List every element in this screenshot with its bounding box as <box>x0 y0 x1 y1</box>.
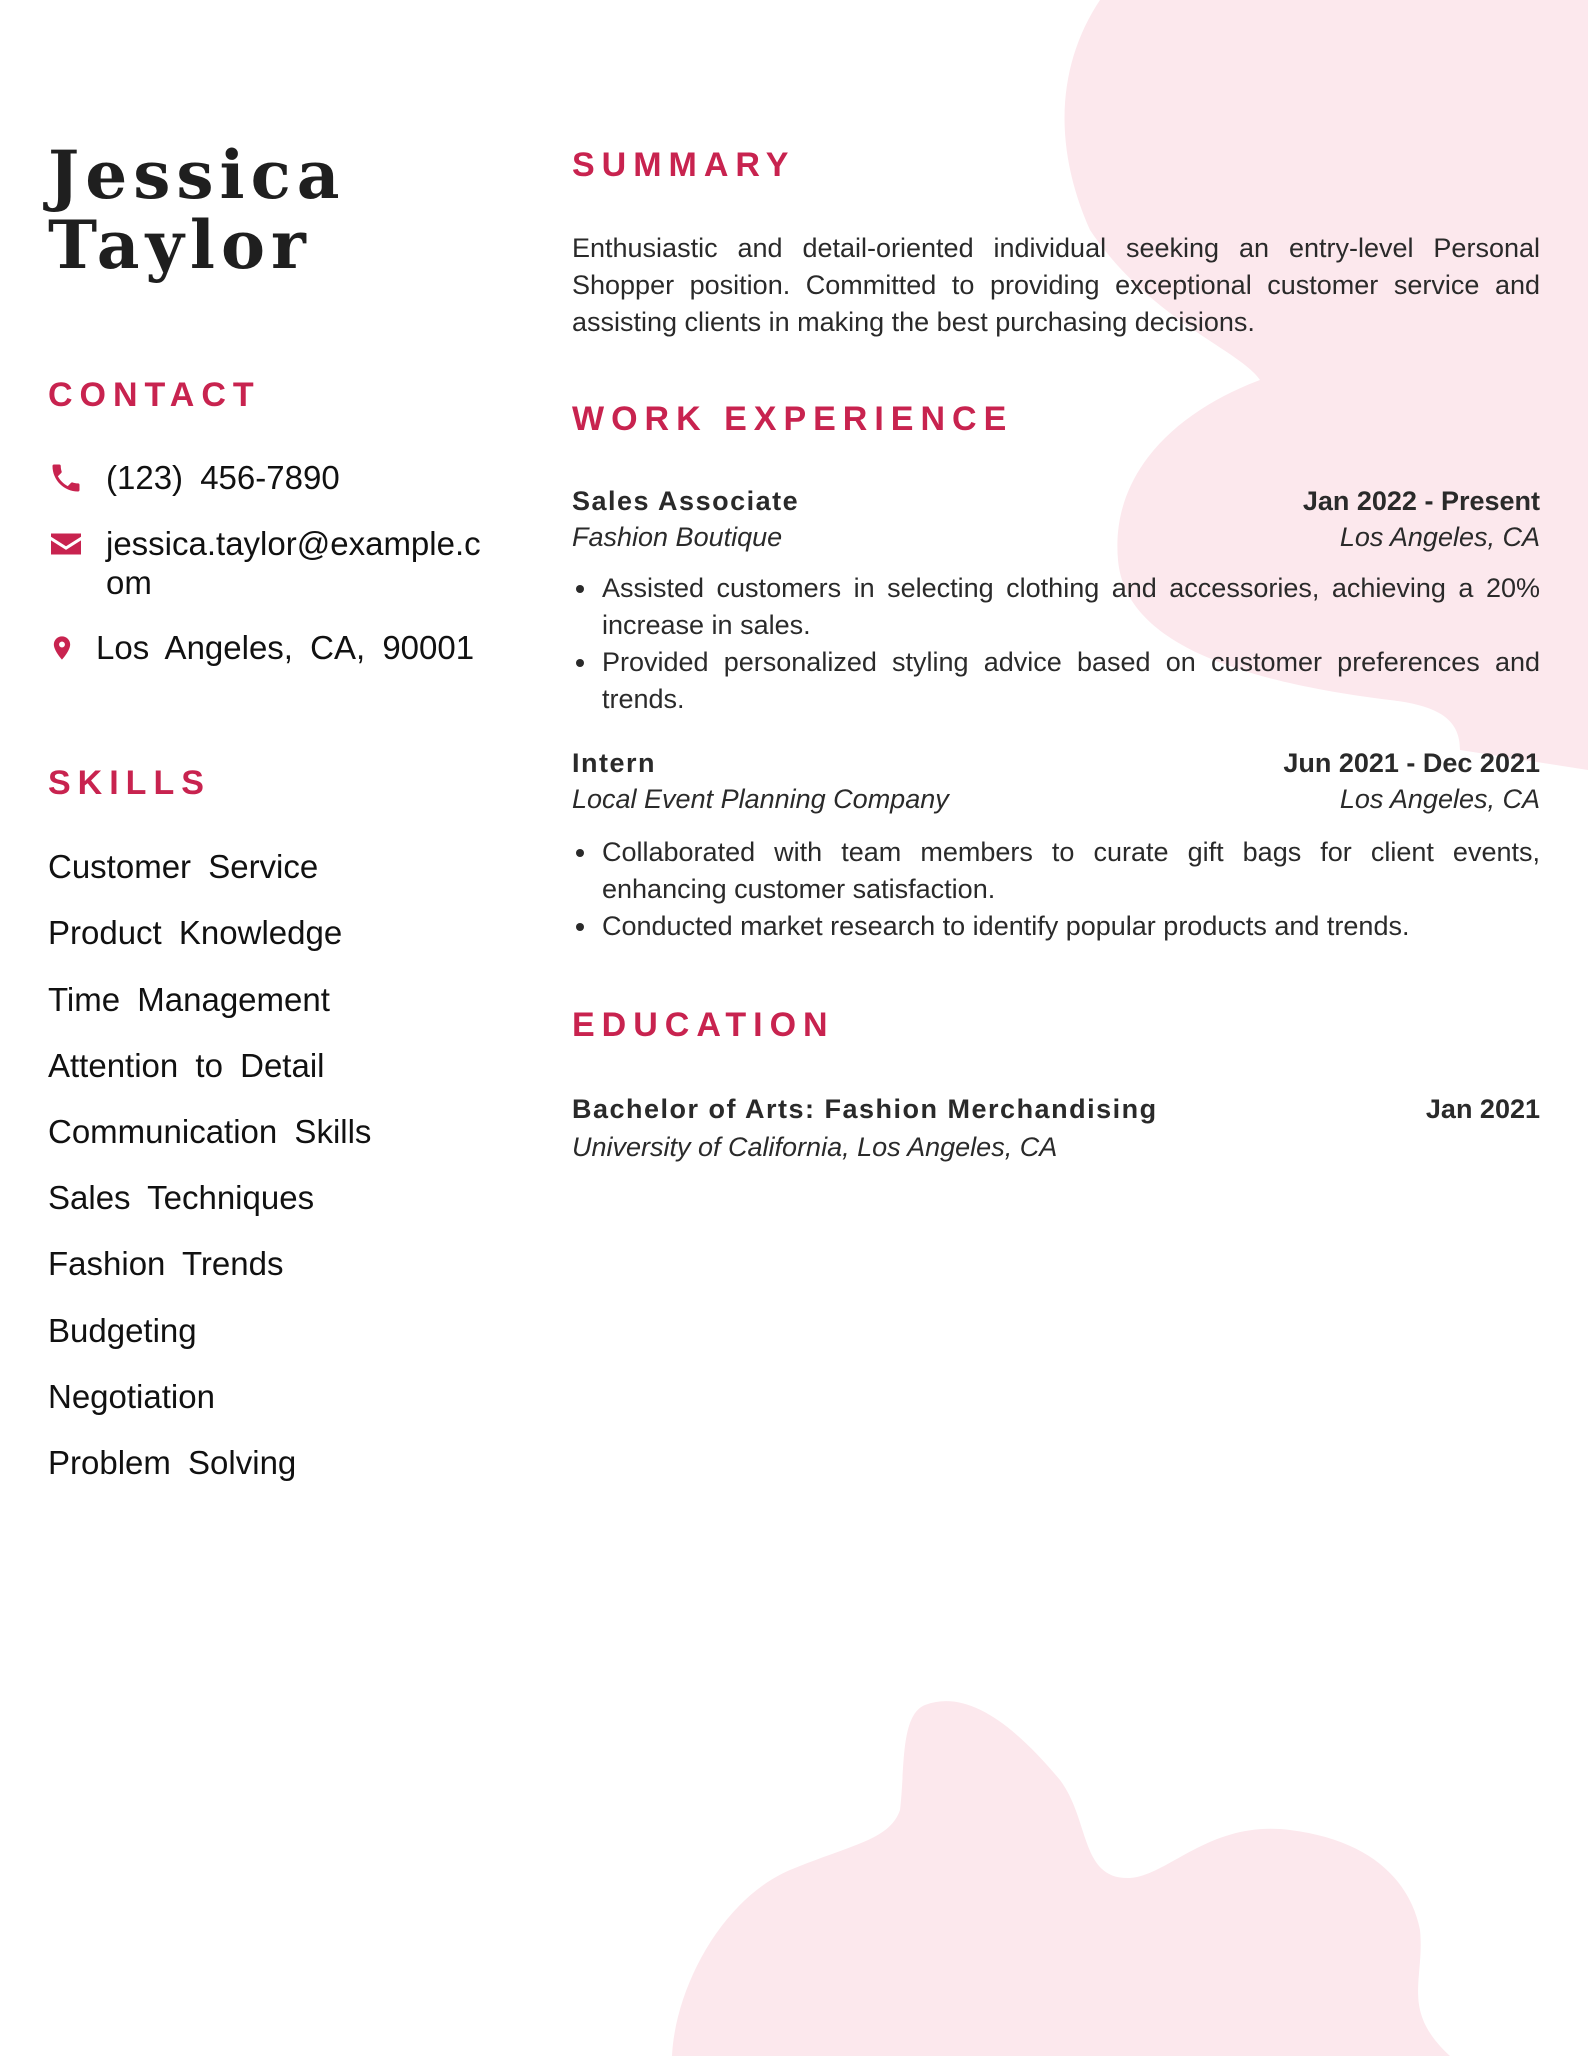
job-title: Sales Associate <box>572 486 800 516</box>
last-name: Taylor <box>48 206 312 284</box>
contact-phone[interactable] <box>48 458 498 497</box>
skill-item: Problem Solving <box>48 1444 297 1481</box>
job-company: Local Event Planning Company <box>572 784 949 814</box>
summary-text: Enthusiastic and detail-oriented individual seeking an entry-level Personal Shopper position. Committed to providing exceptional customer service and assisting clients in making the best purchasing decisions. <box>572 233 1540 337</box>
phone-number: (123) 456-7890 <box>106 459 340 496</box>
contact-email[interactable] <box>48 524 498 602</box>
contact-location <box>48 628 498 667</box>
skill-item: Fashion Trends <box>48 1245 284 1282</box>
contact-heading: CONTACT <box>48 376 261 414</box>
skill-item: Communication Skills <box>48 1113 372 1150</box>
job-bullet: Collaborated with team members to curate gift bags for client events, enhancing customer satisfaction. <box>572 834 1540 908</box>
job-location: Los Angeles, CA <box>1339 522 1540 552</box>
skill-item: Time Management <box>48 981 330 1018</box>
email-address: jessica.taylor@example.com <box>106 525 481 601</box>
education-heading: EDUCATION <box>572 1006 835 1044</box>
degree: Bachelor of Arts: Fashion Merchandising <box>572 1094 1158 1124</box>
phone-icon <box>48 460 84 496</box>
job-bullet: Provided personalized styling advice based on customer preferences and trends. <box>572 644 1540 718</box>
job-company-row <box>572 784 1540 820</box>
graduation-date: Jan 2021 <box>1425 1094 1540 1124</box>
job-title: Intern <box>572 748 657 778</box>
job-company-row <box>572 522 1540 558</box>
envelope-icon <box>48 526 84 562</box>
job-bullets <box>572 834 1540 945</box>
education-school-row <box>572 1132 1540 1168</box>
job-dates: Jan 2022 - Present <box>1302 486 1540 516</box>
skill-item: Customer Service <box>48 848 319 885</box>
job-bullets <box>572 570 1540 718</box>
summary-heading: SUMMARY <box>572 146 796 184</box>
job-bullet: Conducted market research to identify popular products and trends. <box>572 908 1540 945</box>
first-name: Jessica <box>48 136 346 214</box>
map-pin-icon <box>48 630 76 666</box>
skill-item: Negotiation <box>48 1378 215 1415</box>
work-experience-heading: WORK EXPERIENCE <box>572 400 1014 438</box>
school: University of California, Los Angeles, CA <box>572 1132 1058 1162</box>
job-location: Los Angeles, CA <box>1339 784 1540 814</box>
job-header <box>572 748 1540 784</box>
job-header <box>572 486 1540 522</box>
skill-item: Product Knowledge <box>48 914 343 951</box>
skills-heading: SKILLS <box>48 764 211 802</box>
skill-item: Budgeting <box>48 1312 197 1349</box>
education-header <box>572 1094 1540 1130</box>
job-bullet: Assisted customers in selecting clothing and accessories, achieving a 20% increase in sales. <box>572 570 1540 644</box>
skill-item: Attention to Detail <box>48 1047 325 1084</box>
job-company: Fashion Boutique <box>572 522 783 552</box>
candidate-name <box>48 136 346 284</box>
skill-item: Sales Techniques <box>48 1179 315 1216</box>
job-dates: Jun 2021 - Dec 2021 <box>1283 748 1540 778</box>
location-text: Los Angeles, CA, 90001 <box>96 629 475 666</box>
